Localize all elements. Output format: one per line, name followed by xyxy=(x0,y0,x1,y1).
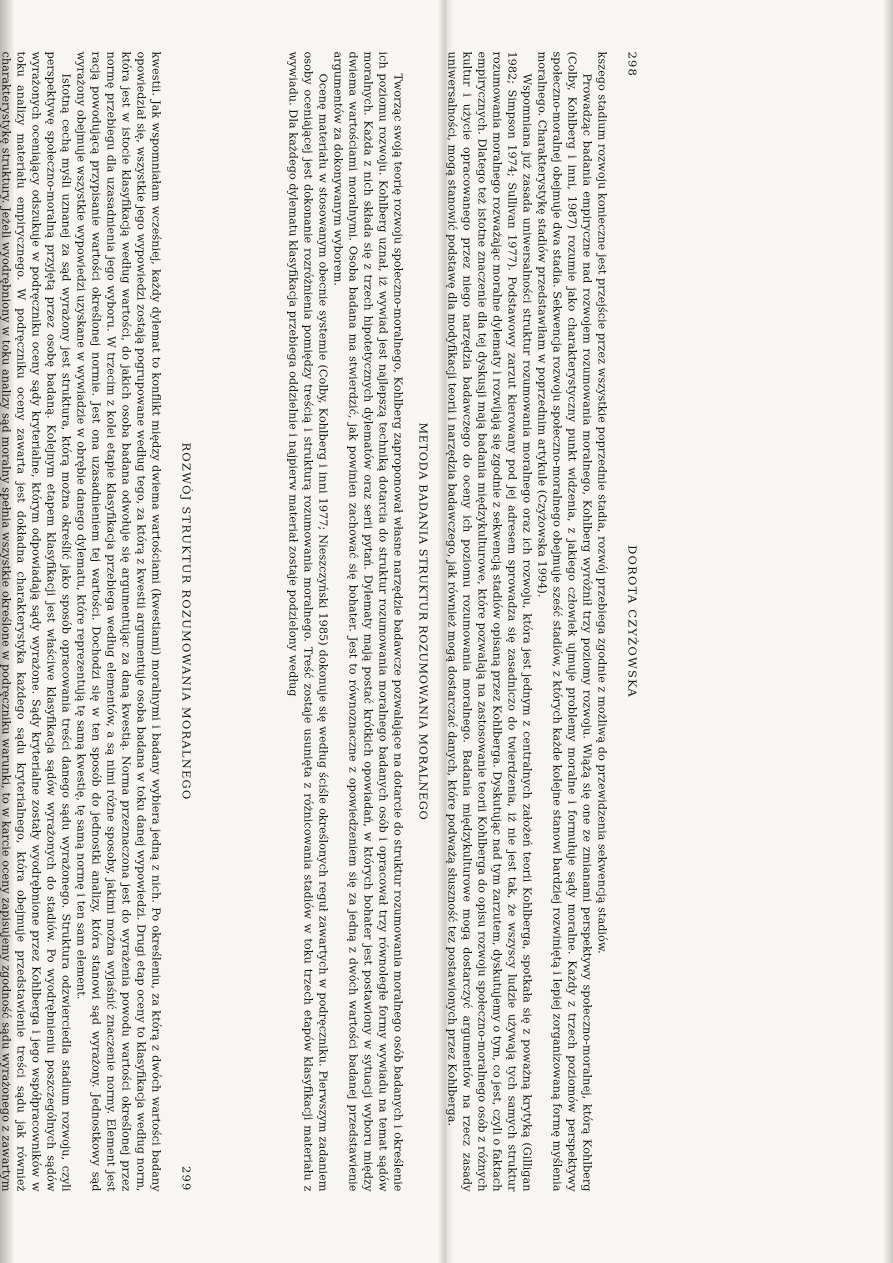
running-head xyxy=(618,52,640,1192)
page-299-content xyxy=(0,52,194,1192)
running-title: DOROTA CZYŻOWSKA xyxy=(625,545,640,698)
paragraph: Prowadząc badania empiryczne nad rozwojem rozumowania moralnego, Kohlberg wyróżnił trzy poziomy rozwoju. Wiążą się one ze zmianami perspektywy społeczno-moralnej, którą Kohlberg (Colby, Kohlberg i inni, 1987) rozumie jako charakterystyczny punkt widzenia, z jakiego człowiek ujmuje problemy moralne i formułuje sądy moralne. Każdy z trzech poziomów perspektywy społeczno-moralnej obejmuje dwa stadia. Sekwencja rozwoju społeczno-moralnego obejmuje sześć stadiów, z których każde kolejne stanowi bardziej rozwiniętą i lepiej zorganizowaną formę myślenia moralnego. Charakterystykę stadiów przedstawiłam w poprzednim artykule (Czyżowska 1994). xyxy=(535,51,594,1192)
body-text xyxy=(0,52,164,1192)
paragraph: Ocenę materiału w stosowanym obecnie systemie (Colby, Kohlberg i inni 1977; Nieszczyński 1985) dokonuje się według ściśle określonych reguł zawartych w podręczniku. Pierwszym zadaniem osoby oceniającej jest dokonanie rozróżnienia pomiędzy treścią i strukturą rozumowania moralnego. Treść zostaje usunięta z różnicowania stadiów w toku trzech etapów klasyfikacji materiału z wywiadu. Dla każdego dylematu klasyfikacja przebiega oddzielnie i najpierw materiał zostaje podzielony według xyxy=(286,51,330,1192)
page-number: 298 xyxy=(625,51,640,78)
paragraph: Wspomniana już zasada uniwersalności struktur rozumowania moralnego oraz ich rozwoju, która jest jednym z centralnych założeń teorii Kohlberga, spotkała się z poważną krytyką (Gilligan 1982; Simpson 1974; Sullivan 1977). Podstawowy zarzut kierowany pod jej adresem sprowadza się zasadniczo do twierdzenia, iż nie jest tak, że wszyscy ludzie używają tych samych struktur rozumowania moralnego rozważając moralne dylematy i rozwijają się zgodnie z sekwencją stadiów opisaną przez Kohlberga. Dyskutując nad tym zarzutem, dyskutujemy o tym, co jest, czyli o faktach empirycznych. Dlatego też istotne znaczenie dla tej dyskusji mają badania międzykulturowe, które pozwalają na zastosowanie teorii Kohlberga do opisu rozwoju społeczno-moralnego osób z różnych kultur i użycie opracowanego przez niego narzędzia badawczego do oceny ich poziomu rozumowania moralnego. Badania międzykulturowe mogą dostarczyć argumentów na rzecz zasady uniwersalności, mogą stanowić podstawę dla modyfikacji teorii i narzędzia badawczego, jak również mogą dostarczać danych, które podważą słuszność tez postawionych przez Kohlberga. xyxy=(445,51,534,1192)
scan-edge-shadow-right xyxy=(883,0,893,1263)
body-text xyxy=(286,52,610,1192)
page-298-content xyxy=(240,52,640,1192)
section-heading: METODA BADANIA STRUKTUR ROZUMOWANIA MORALNEGO xyxy=(416,422,430,821)
paragraph: Tworząc swoją teorię rozwoju społeczno-moralnego, Kohlberg zaproponował własne narzędzie badawcze pozwalające na dotarcie do struktur rozumowania moralnego osób badanych i określenie ich poziomu rozwoju. Kohlberg uznał, iż wywiad jest najlepszą techniką dotarcia do struktur rozumowania moralnego badanych osób i opracował trzy równoległe formy wywiadu na temat sądów moralnych. Każda z nich składa się z trzech hipotetycznych dylematów oraz serii pytań. Dylematy mają postać krótkich opowiadań, w których bohater jest postawiony w sytuacji wyboru między dwiema wartościami moralnymi. Osoba badana ma stwierdzić, jak powinien zachować się bohater. Jest to równoznaczne z opowiedzeniem się za jedną z dwóch wartości badanej przedstawienie argumentów za dokonywanym wyborem. xyxy=(331,51,405,1192)
paragraph: Istotną cechą myśli uznanej za sąd wyrażony jest struktura, którą można określić jako sposób opracowania treści danego sądu wyrażonego. Struktura odzwierciedla stadium rozwoju, czyli perspektywę społeczno-moralną przyjętą przez osobę badaną. Kolejnym etapem klasyfikacji jest właściwe klasyfikacja sądów wyrażonych do stadiów. Po wyodrębnieniu poszczególnych sądów wyrażonych oceniający odszukuje w podręczniku oceny sądy kryterialne, którym odpowiadają sądy wyrażone. Sądy kryterialne zostały wyodrębnione przez Kohlberga i jego współpracowników w toku analizy materiału empirycznego. W podręczniku oceny zawarta jest dokładna charakterystyka każdego sądu kryterialnego, która obejmuje przedstawienie treści sądu jak również charakterystykę struktury. Jeżeli wyodrębniony w toku analizy sąd moralny spełnia wszystkie określone w podręczniku warunki, to w karcie oceny zapisujemy zgodność sądu wyrażonego z zawartym xyxy=(0,51,73,1192)
page-299 xyxy=(0,0,224,1263)
page-298 xyxy=(224,0,670,1263)
running-title: ROZWÓJ STRUKTUR ROZUMOWANIA MORALNEGO xyxy=(179,442,194,801)
running-head xyxy=(172,52,194,1192)
page-number: 299 xyxy=(179,1165,194,1192)
paragraph: kwestii. Jak wspomniałam wcześniej, każdy dylemat to konflikt między dwiema wartościami (kwestiami) moralnymi i badany wybiera jedną z nich. Po określeniu, za którą z dwóch wartości badany opowiedział się, wszystkie jego wypowiedzi zostają pogrupowane według tego, za którą z kwestii argumentuje osoba badana w toku danej wypowiedzi. Drugi etap oceny to klasyfikacja według norm, która jest w istocie klasyfikacją według wartości, do jakich osoba badana odwołuje się argumentując za daną kwestią. Norma przeznaczona jest do wyrażenia powodu wartości określonej przez normę przebiegu dla uzasadnienia jego wyboru. W trzecim z kolei etapie klasyfikacja przebiega według elementów, a są nimi różne sposoby, jakimi można wyjaśnić znaczenie normy. Element jest racją powodującą przypisanie wartości określonej normie. Jest ona uzasadnieniem tej wartości. Dochodzi się w ten sposób do jednostki analizy, która stanowi sąd wyrażony. Jednostkowy sąd wyrażony obejmuje wszystkie wypowiedzi uzyskane w wywiadzie w obrębie danego dylematu, które reprezentują tę samą kwestię, tę samą normę i ten sam element. xyxy=(74,51,163,1192)
paragraph: kszego stadium rozwoju konieczne jest przejście przez wszystkie poprzednie stadia, rozwój przebiega zgodnie z możliwą do przewidzenia sekwencją stadiów. xyxy=(595,51,609,954)
